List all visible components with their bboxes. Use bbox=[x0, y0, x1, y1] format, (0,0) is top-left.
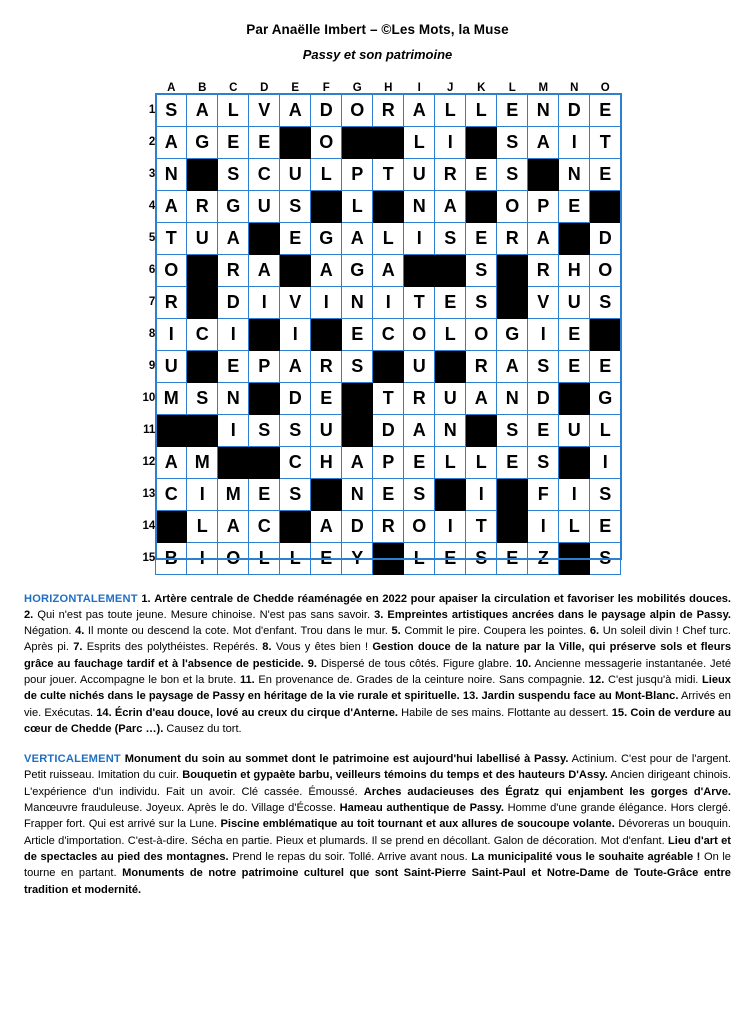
grid-block-G10 bbox=[342, 382, 373, 414]
grid-cell-N7[interactable]: U bbox=[559, 286, 590, 318]
column-header-K: K bbox=[477, 81, 486, 94]
grid-cell-K12[interactable]: L bbox=[466, 446, 497, 478]
grid-cell-A12[interactable]: A bbox=[156, 446, 187, 478]
grid-block-N12 bbox=[559, 446, 590, 478]
grid-block-D10 bbox=[249, 382, 280, 414]
grid-block-K4 bbox=[466, 190, 497, 222]
grid-cell-N4[interactable]: E bbox=[559, 190, 590, 222]
grid-cell-M9[interactable]: S bbox=[528, 350, 559, 382]
grid-cell-B13[interactable]: I bbox=[187, 478, 218, 510]
grid-row bbox=[134, 382, 621, 414]
crossword-grid-container bbox=[14, 76, 741, 575]
grid-cell-F1[interactable]: D bbox=[311, 94, 342, 126]
grid-cell-N3[interactable]: N bbox=[559, 158, 590, 190]
grid-cell-H8[interactable]: C bbox=[373, 318, 404, 350]
grid-cell-D11[interactable]: S bbox=[249, 414, 280, 446]
grid-block-K2 bbox=[466, 126, 497, 158]
across-clues bbox=[24, 591, 731, 738]
grid-row bbox=[134, 350, 621, 382]
grid-cell-O2[interactable]: T bbox=[590, 126, 621, 158]
grid-cell-C7[interactable]: D bbox=[218, 286, 249, 318]
grid-cell-J7[interactable]: E bbox=[435, 286, 466, 318]
grid-cell-N14[interactable]: L bbox=[559, 510, 590, 542]
grid-cell-B2[interactable]: G bbox=[187, 126, 218, 158]
down-heading: VERTICALEMENT bbox=[24, 753, 121, 766]
grid-cell-M6[interactable]: R bbox=[528, 254, 559, 286]
grid-cell-J3[interactable]: R bbox=[435, 158, 466, 190]
grid-cell-L10[interactable]: N bbox=[497, 382, 528, 414]
grid-cell-J15[interactable]: E bbox=[435, 542, 466, 574]
grid-block-H15 bbox=[373, 542, 404, 574]
grid-block-F13 bbox=[311, 478, 342, 510]
down-clues-text: Monument du soin au sommet dont le patrimoine est aujourd'hui labellisé à Passy. Actinium. C'est pour de l'argent. Petit ruisseau. Imitation du cuir. Bouquetin et gypaète barbu, veilleurs témoins du temps et des hauteurs D'Assy. Ancien dirigeant chinois. L'expérience d'un individu. Fait un avoir. Clé cassée. Émoussé. Arches audacieuses des Égratz qui enjambent les gorges d'Arve. Manœuvre frauduleuse. Joyeux. Après le do. Village d'Écosse. Hameau authentique de Passy. Homme d'une grande élégance. Hors clergé. Frapper fort. Qui est arrivé sur la Lune. Piscine emblématique au toit tournant et aux allures de soucoupe volante. Dévoreras un bouquin. Article d'importation. C'est-à-dire. Sécha en partie. Pieux et plumards. Il se prend en décollant. Galon de décoration. Mot d'enfant. Lieu d'art et de spectacles au pied des montagnes. Prend le repas du soir. Tollé. Arrive avant nous. La municipalité vous le souhaite agréable ! On le tourne en partant. Monuments de notre patrimoine culturel que sont Saint-Pierre Saint-Paul et Notre-Dame de Toute-Grâce entre tradition et modernité. bbox=[24, 753, 732, 896]
grid-block-H2 bbox=[373, 126, 404, 158]
grid-cell-G3[interactable]: P bbox=[342, 158, 373, 190]
grid-cell-C5[interactable]: A bbox=[218, 222, 249, 254]
grid-block-A14 bbox=[156, 510, 187, 542]
grid-cell-O1[interactable]: E bbox=[590, 94, 621, 126]
grid-block-E2 bbox=[280, 126, 311, 158]
grid-cell-C2[interactable]: E bbox=[218, 126, 249, 158]
grid-cell-C8[interactable]: I bbox=[218, 318, 249, 350]
grid-cell-M8[interactable]: I bbox=[528, 318, 559, 350]
grid-cell-C9[interactable]: E bbox=[218, 350, 249, 382]
grid-cell-C6[interactable]: R bbox=[218, 254, 249, 286]
grid-cell-K1[interactable]: L bbox=[466, 94, 497, 126]
grid-block-J13 bbox=[435, 478, 466, 510]
grid-block-H4 bbox=[373, 190, 404, 222]
grid-cell-I5[interactable]: I bbox=[404, 222, 435, 254]
grid-cell-D7[interactable]: I bbox=[249, 286, 280, 318]
grid-cell-F3[interactable]: L bbox=[311, 158, 342, 190]
grid-cell-E8[interactable]: I bbox=[280, 318, 311, 350]
row-header-15: 15 bbox=[142, 552, 156, 564]
grid-cell-D2[interactable]: E bbox=[249, 126, 280, 158]
grid-block-N5 bbox=[559, 222, 590, 254]
grid-cell-A6[interactable]: O bbox=[156, 254, 187, 286]
grid-cell-O12[interactable]: I bbox=[590, 446, 621, 478]
row-header-12: 12 bbox=[142, 456, 156, 468]
grid-cell-M4[interactable]: P bbox=[528, 190, 559, 222]
grid-cell-E10[interactable]: D bbox=[280, 382, 311, 414]
grid-cell-A13[interactable]: C bbox=[156, 478, 187, 510]
grid-cell-E11[interactable]: S bbox=[280, 414, 311, 446]
column-header-M: M bbox=[538, 81, 549, 94]
grid-block-B7 bbox=[187, 286, 218, 318]
grid-cell-L11[interactable]: S bbox=[497, 414, 528, 446]
grid-cell-A3[interactable]: N bbox=[156, 158, 187, 190]
grid-cell-K3[interactable]: E bbox=[466, 158, 497, 190]
grid-cell-N6[interactable]: H bbox=[559, 254, 590, 286]
row-header-13: 13 bbox=[142, 488, 156, 500]
grid-cell-B1[interactable]: A bbox=[187, 94, 218, 126]
grid-cell-K15[interactable]: S bbox=[466, 542, 497, 574]
grid-block-I6 bbox=[404, 254, 435, 286]
grid-cell-C11[interactable]: I bbox=[218, 414, 249, 446]
grid-block-B6 bbox=[187, 254, 218, 286]
grid-cell-O7[interactable]: S bbox=[590, 286, 621, 318]
column-header-L: L bbox=[508, 81, 516, 94]
grid-row bbox=[134, 158, 621, 190]
across-clues-text: 1. Artère centrale de Chedde réaménagée en 2022 pour apaiser la circulation et favoriser les mobilités douces. 2. Qui n'est pas toute jeune. Mesure chinoise. N'est pas sans savoir. 3. Empreintes artistiques ancrées dans le paysage alpin de Passy. Négation. 4. Il monte ou descend la cote. Mot d'enfant. Trou dans le mur. 5. Commit le pire. Coupera les pointes. 6. Un soleil divin ! Chef turc. Après pi. 7. Esprits des polythéistes. Repérés. 8. Vous y êtes bien ! Gestion douce de la nature par la Ville, qui préserve sols et fleurs grâce au fauchage tardif et à l'absence de pesticide. 9. Dispersé de tous côtés. Figure glabre. 10. Ancienne messagerie instantanée. Jeté pour jouer. Accompagne le bon et la brute. 11. En provenance de. Grades de la ceinture noire. Sans compagnie. 12. C'est jusqu'à midi. Lieux de culte nichés dans le paysage de Passy en héritage de la vie rurale et spirituelle. 13. Jardin suspendu face au Mont-Blanc. Arrivés en vie. Exécutas. 14. Écrin d'eau douce, lové au creux du cirque d'Anterne. Habile de ses mains. Flottante au dessert. 15. Coin de verdure au cœur de Chedde (Parc …). Causez du tort. bbox=[24, 592, 732, 735]
grid-block-B3 bbox=[187, 158, 218, 190]
grid-cell-A15[interactable]: B bbox=[156, 542, 187, 574]
grid-cell-O6[interactable]: O bbox=[590, 254, 621, 286]
row-header-6: 6 bbox=[148, 264, 156, 276]
grid-cell-D9[interactable]: P bbox=[249, 350, 280, 382]
grid-corner bbox=[134, 76, 156, 94]
grid-cell-N2[interactable]: I bbox=[559, 126, 590, 158]
grid-cell-O15[interactable]: S bbox=[590, 542, 621, 574]
grid-cell-J12[interactable]: L bbox=[435, 446, 466, 478]
grid-cell-G8[interactable]: E bbox=[342, 318, 373, 350]
grid-cell-E7[interactable]: V bbox=[280, 286, 311, 318]
grid-cell-I7[interactable]: T bbox=[404, 286, 435, 318]
grid-block-O8 bbox=[590, 318, 621, 350]
row-header-11: 11 bbox=[143, 424, 156, 436]
grid-row bbox=[134, 286, 621, 318]
grid-block-K11 bbox=[466, 414, 497, 446]
grid-block-F8 bbox=[311, 318, 342, 350]
grid-block-N15 bbox=[559, 542, 590, 574]
grid-block-L7 bbox=[497, 286, 528, 318]
grid-cell-K9[interactable]: R bbox=[466, 350, 497, 382]
grid-cell-D3[interactable]: C bbox=[249, 158, 280, 190]
grid-cell-I15[interactable]: L bbox=[404, 542, 435, 574]
column-header-I: I bbox=[417, 81, 421, 94]
crossword-grid[interactable] bbox=[134, 76, 622, 575]
grid-cell-O11[interactable]: L bbox=[590, 414, 621, 446]
page-title: Par Anaëlle Imbert – ©Les Mots, la Muse bbox=[246, 22, 509, 37]
grid-cell-G4[interactable]: L bbox=[342, 190, 373, 222]
grid-cell-G5[interactable]: A bbox=[342, 222, 373, 254]
grid-block-L6 bbox=[497, 254, 528, 286]
grid-cell-G13[interactable]: N bbox=[342, 478, 373, 510]
grid-cell-D15[interactable]: L bbox=[249, 542, 280, 574]
grid-cell-N8[interactable]: E bbox=[559, 318, 590, 350]
grid-cell-L1[interactable]: E bbox=[497, 94, 528, 126]
grid-cell-A4[interactable]: A bbox=[156, 190, 187, 222]
grid-cell-L2[interactable]: S bbox=[497, 126, 528, 158]
grid-row bbox=[134, 478, 621, 510]
grid-cell-J1[interactable]: L bbox=[435, 94, 466, 126]
grid-block-D12 bbox=[249, 446, 280, 478]
grid-cell-C3[interactable]: S bbox=[218, 158, 249, 190]
grid-block-M3 bbox=[528, 158, 559, 190]
grid-cell-C14[interactable]: A bbox=[218, 510, 249, 542]
grid-cell-O9[interactable]: E bbox=[590, 350, 621, 382]
grid-cell-O10[interactable]: G bbox=[590, 382, 621, 414]
grid-block-E6 bbox=[280, 254, 311, 286]
grid-block-A11 bbox=[156, 414, 187, 446]
grid-row bbox=[134, 318, 621, 350]
grid-cell-E12[interactable]: C bbox=[280, 446, 311, 478]
grid-cell-E9[interactable]: A bbox=[280, 350, 311, 382]
column-header-O: O bbox=[600, 81, 610, 94]
row-header-7: 7 bbox=[148, 296, 156, 308]
grid-cell-B12[interactable]: M bbox=[187, 446, 218, 478]
grid-cell-L4[interactable]: O bbox=[497, 190, 528, 222]
grid-block-D8 bbox=[249, 318, 280, 350]
grid-cell-E3[interactable]: U bbox=[280, 158, 311, 190]
grid-cell-F5[interactable]: G bbox=[311, 222, 342, 254]
grid-cell-K10[interactable]: A bbox=[466, 382, 497, 414]
grid-cell-M7[interactable]: V bbox=[528, 286, 559, 318]
grid-cell-I4[interactable]: N bbox=[404, 190, 435, 222]
grid-cell-I1[interactable]: A bbox=[404, 94, 435, 126]
grid-cell-M2[interactable]: A bbox=[528, 126, 559, 158]
grid-cell-E15[interactable]: L bbox=[280, 542, 311, 574]
grid-row bbox=[134, 254, 621, 286]
grid-cell-K7[interactable]: S bbox=[466, 286, 497, 318]
grid-cell-I9[interactable]: U bbox=[404, 350, 435, 382]
grid-block-J9 bbox=[435, 350, 466, 382]
grid-block-H9 bbox=[373, 350, 404, 382]
grid-cell-J10[interactable]: U bbox=[435, 382, 466, 414]
grid-row bbox=[134, 126, 621, 158]
grid-cell-I13[interactable]: S bbox=[404, 478, 435, 510]
column-header-E: E bbox=[291, 81, 300, 94]
row-header-3: 3 bbox=[148, 168, 156, 180]
grid-cell-N9[interactable]: E bbox=[559, 350, 590, 382]
grid-cell-G9[interactable]: S bbox=[342, 350, 373, 382]
grid-cell-B15[interactable]: I bbox=[187, 542, 218, 574]
column-header-H: H bbox=[384, 81, 393, 94]
grid-cell-B4[interactable]: R bbox=[187, 190, 218, 222]
grid-cell-I3[interactable]: U bbox=[404, 158, 435, 190]
across-heading: HORIZONTALEMENT bbox=[24, 592, 138, 605]
grid-block-O4 bbox=[590, 190, 621, 222]
grid-cell-J14[interactable]: I bbox=[435, 510, 466, 542]
grid-cell-H7[interactable]: I bbox=[373, 286, 404, 318]
grid-cell-F12[interactable]: H bbox=[311, 446, 342, 478]
grid-block-E14 bbox=[280, 510, 311, 542]
grid-cell-D4[interactable]: U bbox=[249, 190, 280, 222]
grid-cell-L12[interactable]: E bbox=[497, 446, 528, 478]
row-header-8: 8 bbox=[148, 328, 156, 340]
grid-cell-J2[interactable]: I bbox=[435, 126, 466, 158]
grid-cell-M13[interactable]: F bbox=[528, 478, 559, 510]
grid-cell-O13[interactable]: S bbox=[590, 478, 621, 510]
down-clues bbox=[24, 751, 731, 898]
grid-row bbox=[134, 222, 621, 254]
grid-cell-K6[interactable]: S bbox=[466, 254, 497, 286]
grid-cell-O5[interactable]: D bbox=[590, 222, 621, 254]
page-subtitle: Passy et son patrimoine bbox=[302, 47, 453, 62]
grid-cell-O14[interactable]: E bbox=[590, 510, 621, 542]
grid-block-F4 bbox=[311, 190, 342, 222]
grid-cell-F15[interactable]: E bbox=[311, 542, 342, 574]
grid-cell-G14[interactable]: D bbox=[342, 510, 373, 542]
grid-cell-L5[interactable]: R bbox=[497, 222, 528, 254]
grid-cell-B10[interactable]: S bbox=[187, 382, 218, 414]
grid-cell-E13[interactable]: S bbox=[280, 478, 311, 510]
grid-cell-F11[interactable]: U bbox=[311, 414, 342, 446]
grid-cell-A2[interactable]: A bbox=[156, 126, 187, 158]
grid-cell-F7[interactable]: I bbox=[311, 286, 342, 318]
column-header-B: B bbox=[198, 81, 207, 94]
grid-cell-J5[interactable]: S bbox=[435, 222, 466, 254]
grid-block-B11 bbox=[187, 414, 218, 446]
column-header-C: C bbox=[229, 81, 238, 94]
grid-cell-H14[interactable]: R bbox=[373, 510, 404, 542]
row-header-5: 5 bbox=[148, 232, 156, 244]
grid-cell-K5[interactable]: E bbox=[466, 222, 497, 254]
crossword-grid-area bbox=[134, 76, 622, 575]
column-header-G: G bbox=[352, 81, 362, 94]
grid-cell-J11[interactable]: N bbox=[435, 414, 466, 446]
grid-block-L13 bbox=[497, 478, 528, 510]
grid-cell-H5[interactable]: L bbox=[373, 222, 404, 254]
grid-cell-E5[interactable]: E bbox=[280, 222, 311, 254]
row-header-14: 14 bbox=[142, 520, 156, 532]
grid-cell-M11[interactable]: E bbox=[528, 414, 559, 446]
grid-cell-D13[interactable]: E bbox=[249, 478, 280, 510]
grid-cell-I12[interactable]: E bbox=[404, 446, 435, 478]
grid-cell-D14[interactable]: C bbox=[249, 510, 280, 542]
grid-cell-M14[interactable]: I bbox=[528, 510, 559, 542]
grid-cell-H10[interactable]: T bbox=[373, 382, 404, 414]
row-header-9: 9 bbox=[148, 360, 156, 372]
grid-cell-A7[interactable]: R bbox=[156, 286, 187, 318]
grid-cell-H12[interactable]: P bbox=[373, 446, 404, 478]
grid-cell-A10[interactable]: M bbox=[156, 382, 187, 414]
column-header-N: N bbox=[570, 81, 579, 94]
grid-cell-C10[interactable]: N bbox=[218, 382, 249, 414]
row-header-1: 1 bbox=[148, 104, 156, 116]
grid-block-J6 bbox=[435, 254, 466, 286]
grid-cell-G15[interactable]: Y bbox=[342, 542, 373, 574]
grid-cell-H1[interactable]: R bbox=[373, 94, 404, 126]
grid-cell-A1[interactable]: S bbox=[156, 94, 187, 126]
grid-block-D5 bbox=[249, 222, 280, 254]
grid-row bbox=[134, 542, 621, 574]
grid-cell-F9[interactable]: R bbox=[311, 350, 342, 382]
grid-cell-I8[interactable]: O bbox=[404, 318, 435, 350]
grid-column-headers bbox=[134, 76, 621, 94]
grid-cell-B5[interactable]: U bbox=[187, 222, 218, 254]
grid-row bbox=[134, 510, 621, 542]
grid-cell-M5[interactable]: A bbox=[528, 222, 559, 254]
grid-cell-B8[interactable]: C bbox=[187, 318, 218, 350]
grid-cell-H11[interactable]: D bbox=[373, 414, 404, 446]
grid-cell-I10[interactable]: R bbox=[404, 382, 435, 414]
grid-block-B9 bbox=[187, 350, 218, 382]
grid-cell-L9[interactable]: A bbox=[497, 350, 528, 382]
grid-cell-N1[interactable]: D bbox=[559, 94, 590, 126]
grid-row bbox=[134, 446, 621, 478]
grid-cell-C1[interactable]: L bbox=[218, 94, 249, 126]
grid-cell-M1[interactable]: N bbox=[528, 94, 559, 126]
grid-cell-E1[interactable]: A bbox=[280, 94, 311, 126]
column-header-F: F bbox=[322, 81, 330, 94]
grid-cell-O3[interactable]: E bbox=[590, 158, 621, 190]
grid-row bbox=[134, 414, 621, 446]
grid-row bbox=[134, 94, 621, 126]
grid-cell-N13[interactable]: I bbox=[559, 478, 590, 510]
grid-cell-L3[interactable]: S bbox=[497, 158, 528, 190]
grid-block-L14 bbox=[497, 510, 528, 542]
grid-cell-I11[interactable]: A bbox=[404, 414, 435, 446]
grid-cell-G12[interactable]: A bbox=[342, 446, 373, 478]
grid-cell-H6[interactable]: A bbox=[373, 254, 404, 286]
row-header-10: 10 bbox=[142, 392, 156, 404]
grid-cell-J8[interactable]: L bbox=[435, 318, 466, 350]
grid-cell-I2[interactable]: L bbox=[404, 126, 435, 158]
grid-cell-M10[interactable]: D bbox=[528, 382, 559, 414]
grid-cell-E4[interactable]: S bbox=[280, 190, 311, 222]
column-header-D: D bbox=[260, 81, 269, 94]
grid-cell-I14[interactable]: O bbox=[404, 510, 435, 542]
grid-cell-B14[interactable]: L bbox=[187, 510, 218, 542]
grid-cell-A5[interactable]: T bbox=[156, 222, 187, 254]
grid-cell-F6[interactable]: A bbox=[311, 254, 342, 286]
grid-cell-L8[interactable]: G bbox=[497, 318, 528, 350]
grid-cell-K14[interactable]: T bbox=[466, 510, 497, 542]
grid-cell-G1[interactable]: O bbox=[342, 94, 373, 126]
clues-section bbox=[14, 591, 741, 898]
column-header-A: A bbox=[167, 81, 176, 94]
row-header-4: 4 bbox=[148, 200, 156, 212]
grid-cell-M12[interactable]: S bbox=[528, 446, 559, 478]
row-header-2: 2 bbox=[148, 136, 156, 148]
grid-cell-F14[interactable]: A bbox=[311, 510, 342, 542]
grid-cell-D1[interactable]: V bbox=[249, 94, 280, 126]
column-header-J: J bbox=[447, 81, 454, 94]
grid-cell-K8[interactable]: O bbox=[466, 318, 497, 350]
grid-cell-F10[interactable]: E bbox=[311, 382, 342, 414]
grid-cell-J4[interactable]: A bbox=[435, 190, 466, 222]
grid-cell-L15[interactable]: E bbox=[497, 542, 528, 574]
grid-cell-H3[interactable]: T bbox=[373, 158, 404, 190]
grid-block-G11 bbox=[342, 414, 373, 446]
grid-cell-G7[interactable]: N bbox=[342, 286, 373, 318]
grid-cell-H13[interactable]: E bbox=[373, 478, 404, 510]
grid-cell-A9[interactable]: U bbox=[156, 350, 187, 382]
grid-cell-K13[interactable]: I bbox=[466, 478, 497, 510]
grid-block-G2 bbox=[342, 126, 373, 158]
grid-cell-N11[interactable]: U bbox=[559, 414, 590, 446]
grid-block-N10 bbox=[559, 382, 590, 414]
grid-cell-G6[interactable]: G bbox=[342, 254, 373, 286]
grid-block-C12 bbox=[218, 446, 249, 478]
grid-cell-C15[interactable]: O bbox=[218, 542, 249, 574]
grid-cell-C4[interactable]: G bbox=[218, 190, 249, 222]
grid-cell-D6[interactable]: A bbox=[249, 254, 280, 286]
grid-cell-M15[interactable]: Z bbox=[528, 542, 559, 574]
grid-cell-C13[interactable]: M bbox=[218, 478, 249, 510]
grid-row bbox=[134, 190, 621, 222]
grid-cell-F2[interactable]: O bbox=[311, 126, 342, 158]
grid-cell-A8[interactable]: I bbox=[156, 318, 187, 350]
